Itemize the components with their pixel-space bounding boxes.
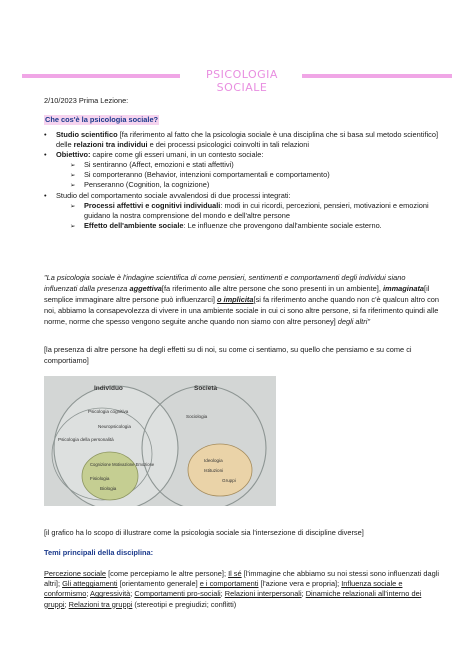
diagram-caption: [il grafico ha lo scopo di illustrare come la psicologia sociale sia l'intersezione di discipline diverse] [44,528,364,537]
definition-quote: "La psicologia sociale è l'indagine scientifica di come pensieri, sentimenti e comportamenti degli individui siano influenzati dalla presenza aggettiva[fa riferimento alle altre persone che sono presenti in un ambiente], immaginata[il semplice immaginare altre persone può influenzarci] o implicita[si fa riferimento anche quando non c'è qualcun altro con noi, abbiamo la consapevolezza di vivere in una ambiente sociale in cui ci sono altre persone, si fa riferimento quindi alle norme, norme che spesso vengono seguite anche quando non siamo con altre personey] degli altri" [44,273,439,327]
diagram-title-societa: Società [194,385,218,392]
list-item: • Obiettivo: capire come gli esseri umani, in un contesto sociale: ➢ Si sentiranno (Affect, emozioni e stati affettivi) ➢ Si comporteranno (Behavior, intenzioni comportamentali e comportamento) ➢ Penseranno (Cognition, la cognizione) [44,150,444,190]
diagram-label: Gruppi [222,478,236,483]
sub-list [56,201,444,231]
topics-paragraph: Percezione sociale [come percepiamo le altre persone]; Il sé [l'immagine che abbiamo su noi stessi sono influenzati dagli altri]; Gli atteggiamenti [orientamento generale] e i comportamenti [l'azione vera e propria]; Influenza sociale e conformismo; Aggressività; Comportamenti pro-sociali; Relazioni interpersonali; Dinamiche relazionali all'interno dei gruppi; Relazioni tra gruppi (stereotipi e pregiudizi; conflitti) [44,569,439,609]
venn-diagram [44,376,276,506]
sub-list-item: ➢ Penseranno (Cognition, la cognizione) [56,180,444,190]
header-bar-right [302,74,452,78]
diagram-label: Fisiologia [90,476,110,481]
sub-list-item: ➢ Processi affettivi e cognitivi individuali: modi in cui ricordi, percezioni, pensieri, motivazioni e emozioni guidano la nostra comprensione del mondo e dell'altre persone [56,201,444,221]
list-item: • Studio del comportamento sociale avvalendosi di due processi integrati: ➢ Processi affettivi e cognitivi individuali: modi in cui ricordi, percezioni, pensieri, motivazioni e emozioni guidano la nostra comprensione del mondo e dell'altre persone ➢ Effetto dell'ambiente sociale: Le influenze che provengono dall'ambiente sociale esterno. [44,191,444,231]
diagram-label: Ideologia [204,458,223,463]
diagram-title-individuo: Individuo [94,385,123,392]
diagram-label: Sociologia [186,414,208,419]
page-header [22,68,452,94]
definition-list [44,130,444,231]
list-item: • Studio scientifico [fa riferimento al fatto che la psicologia sociale è una disciplina che si basa sul metodo scientifico] delle relazioni tra individui e dei processi psicologici coinvolti in tali relazioni [44,130,444,150]
diagram-label: Neuropsicologia [98,424,131,429]
diagram-label: Psicologia cognitiva [88,409,129,414]
diagram-label: Biologia [100,486,117,491]
venn-diagram-photo [44,376,276,506]
date-line: 2/10/2023 Prima Lezione: [44,96,129,105]
section-question: Che cos'è la psicologia sociale? [45,115,159,124]
sub-list-item: ➢ Effetto dell'ambiente sociale: Le influenze che provengono dall'ambiente sociale esterno. [56,221,444,231]
quote-comment: [la presenza di altre persone ha degli effetti su di noi, su come ci sentiamo, su quello che pensiamo e su come ci comportiamo] [44,345,412,366]
diagram-label: Cognizione Motivazione Emozione [90,462,155,467]
sub-list-item: ➢ Si comporteranno (Behavior, intenzioni comportamentali e comportamento) [56,170,444,180]
sub-list-item: ➢ Si sentiranno (Affect, emozioni e stati affettivi) [56,160,444,170]
page-title: PSICOLOGIA SOCIALE [206,68,278,94]
sub-list [56,160,444,190]
diagram-label: Psicologia della personalità [58,437,114,442]
diagram-label: Istituzioni [204,468,224,473]
header-bar-left [22,74,180,78]
topics-heading: Temi principali della disciplina: [44,548,154,557]
